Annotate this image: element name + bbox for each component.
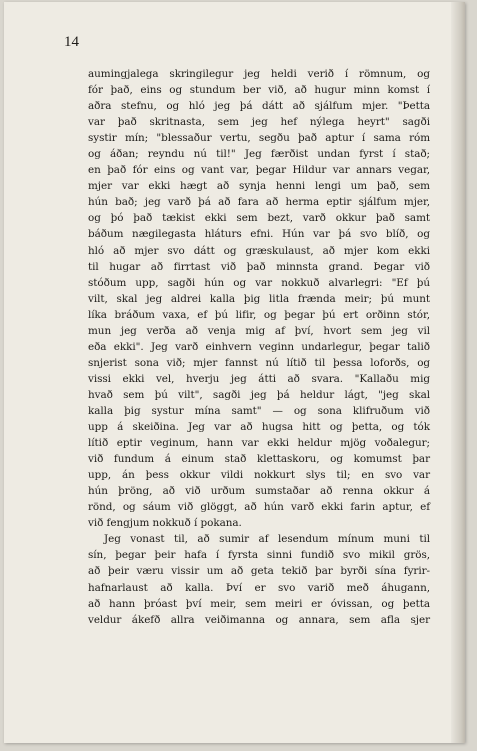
text-line-19: snjerist sona við; mjer fannst nú lítið til þessa loforðs, og — [88, 356, 430, 369]
text-line-13: til hugar að firrtast við það minnsta grand. Þegar við — [88, 260, 430, 273]
text-line-20: vissi ekki vel, hverju jeg átti að svara. "Kallaðu mig — [88, 372, 430, 385]
text-line-18: eða ekki". Jeg varð einhvern veginn undarlegur, þegar talið — [88, 340, 430, 353]
text-line-35: veldur ákefð allra veiðimanna og annara, sem afla sjer — [88, 613, 430, 626]
text-line-12: hló að mjer svo dátt og græskulaust, að mjer kom ekki — [88, 244, 430, 257]
text-line-5: systir mín; "blessaður vertu, segðu það aptur í sama róm — [88, 132, 430, 145]
page-number: 14 — [64, 34, 79, 50]
text-line-25: við fundum á einum stað klettaskoru, og komumst þar — [88, 453, 430, 466]
text-line-26: upp, án þess okkur vildi nokkurt slys til; en svo var — [88, 469, 430, 482]
text-line-28: rönd, og sáum við glöggt, að hún varð ekki farin aptur, ef — [88, 501, 430, 514]
text-line-33: hafnarlaust að kalla. Því er svo varið með áhugann, — [88, 581, 430, 594]
text-line-1: aumingjalega skringilegur jeg heldi verið í römnum, og — [88, 68, 430, 80]
text-line-4: var það skritnasta, sem jeg hef nýlega heyrt" sagði — [88, 116, 430, 129]
page-edge — [451, 2, 465, 743]
text-line-27: hún þröng, að við urðum sumstaðar að renna okkur á — [88, 485, 430, 498]
text-line-23: upp á skeiðina. Jeg var að hugsa hitt og þetta, og tók — [88, 421, 430, 434]
text-line-11: báðum nægilegasta hláturs efni. Hún var þá svo blíð, og — [88, 228, 430, 241]
text-line-24: lítið eptir veginum, hann var ekki heldur mjög voðalegur; — [88, 437, 430, 450]
text-line-10: og þó það tækist ekki sem bezt, varð okkur það samt — [88, 212, 430, 225]
book-page — [4, 2, 465, 743]
text-line-22: kalla þig systur mína samt" — og sona klifruðum við — [88, 404, 430, 417]
text-line-8: mjer var ekki hægt að synja henni lengi um það, sem — [88, 180, 430, 193]
text-line-17: mun jeg verða að venja mig af því, hvort sem jeg vil — [88, 324, 430, 337]
text-line-32: að þeir væru vissir um að geta tekið þar byrði sína fyrir- — [88, 565, 430, 578]
text-line-15: vilt, skal jeg aldrei kalla þig litla frænda meir; þú munt — [88, 292, 430, 305]
text-line-16: líka bráðum vaxa, ef þú lifir, og þegar þú ert orðinn stór, — [88, 308, 430, 321]
text-line-6: og áðan; reyndu nú til!" Jeg færðist undan fyrst í stað; — [88, 148, 430, 161]
text-line-29: við fengjum nokkuð í pokana. — [88, 517, 242, 530]
text-line-3: aðra stefnu, og hló jeg þá dátt að sjálfum mjer. "Þetta — [88, 100, 430, 113]
text-line-31: sín, þegar þeir hafa í fyrsta sinni fundið svo mikil grös, — [88, 549, 430, 562]
text-line-14: stóðum upp, sagði hún og var nokkuð alvarlegri: "Ef þú — [88, 276, 430, 289]
text-line-9: hún bað; jeg varð þá að fara að herma eptir sjálfum mjer, — [88, 196, 430, 209]
text-line-30: Jeg vonast til, að sumir af lesendum mínum muni til — [104, 533, 430, 546]
text-line-2: fór það, eins og stundum ber við, að hugur minn komst í — [88, 84, 430, 97]
text-line-7: en það fór eins og vant var, þegar Hildur var annars vegar, — [88, 164, 430, 177]
text-line-34: að hann þróast því meir, sem meiri er óvissan, og þetta — [88, 597, 430, 610]
text-line-21: hvað sem þú vilt", sagði jeg þá heldur lágt, "jeg skal — [88, 388, 430, 401]
body-text — [88, 66, 430, 628]
